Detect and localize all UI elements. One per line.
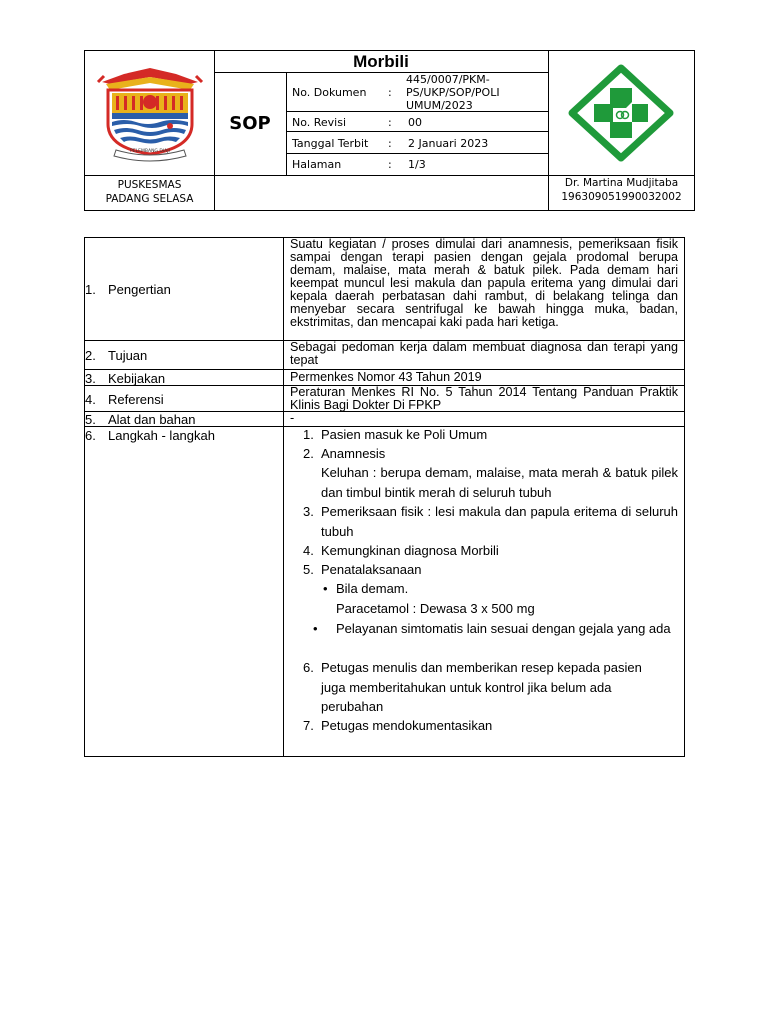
- row-label-referensi: Referensi: [108, 392, 164, 407]
- puskesmas-logo: [566, 64, 676, 162]
- step-3: Pemeriksaan fisik : lesi makula dan papula eritema di seluruh tubuh: [321, 504, 678, 539]
- doc-number-label: No. Dokumen: [292, 86, 367, 99]
- row-label-kebijakan: Kebijakan: [108, 371, 166, 386]
- step-5-bullet-1-detail: Paracetamol : Dewasa 3 x 500 mg: [336, 601, 535, 616]
- row-label-pengertian: Pengertian: [108, 282, 171, 297]
- page-value: 1/3: [408, 158, 426, 171]
- document-title: Morbili: [353, 52, 409, 71]
- revision-colon: :: [388, 116, 392, 129]
- org-name-line2: PADANG SELASA: [105, 193, 194, 205]
- row-content-kebijakan: Permenkes Nomor 43 Tahun 2019: [290, 370, 482, 384]
- step-number: 5.: [303, 562, 314, 577]
- row-label-langkah: Langkah - langkah: [108, 428, 215, 443]
- step-number: 1.: [303, 427, 314, 442]
- row-number: 4.: [85, 392, 96, 407]
- step-number: 3.: [303, 504, 314, 519]
- step-5-bullet-2: Pelayanan simtomatis lain sesuai dengan gejala yang ada: [336, 621, 671, 636]
- row-content-tujuan: Sebagai pedoman kerja dalam membuat diagnosa dan terapi yang tepat: [290, 340, 678, 367]
- page-colon: :: [388, 158, 392, 171]
- city-logo: [94, 62, 206, 162]
- step-number: 2.: [303, 446, 314, 461]
- org-name-line1: PUSKESMAS: [117, 179, 182, 191]
- issued-date-label: Tanggal Terbit: [292, 137, 369, 150]
- step-7: Petugas mendokumentasikan: [321, 718, 493, 733]
- step-2: Anamnesis: [321, 446, 386, 461]
- issued-date-colon: :: [388, 137, 392, 150]
- row-number: 6.: [85, 428, 96, 443]
- row-number: 3.: [85, 371, 96, 386]
- bullet-icon: •: [313, 621, 318, 636]
- step-5: Penatalaksanaan: [321, 562, 422, 577]
- row-number: 1.: [85, 282, 96, 297]
- doc-number-value: 445/0007/PKM-PS/UKP/SOP/POLI UMUM/2023: [406, 73, 500, 112]
- row-content-alat-bahan: -: [290, 411, 295, 425]
- step-2-detail: Keluhan : berupa demam, malaise, mata merah & batuk pilek dan timbul bintik merah di seluruh tubuh: [321, 465, 678, 500]
- row-number: 5.: [85, 412, 96, 427]
- sop-label: SOP: [229, 113, 271, 134]
- row-label-alat-bahan: Alat dan bahan: [108, 412, 196, 427]
- step-number: 4.: [303, 543, 314, 558]
- seal-motto: PELEMBANG DIAJI: [130, 149, 170, 154]
- signer-id: 196309051990032002: [561, 191, 682, 203]
- issued-date-value: 2 Januari 2023: [408, 137, 489, 150]
- step-number: 7.: [303, 718, 314, 733]
- step-1: Pasien masuk ke Poli Umum: [321, 427, 488, 442]
- step-5-bullet-1: Bila demam.: [336, 581, 409, 596]
- page-label: Halaman: [292, 158, 342, 171]
- signer-name: Dr. Martina Mudjitaba: [564, 177, 679, 189]
- step-6: Petugas menulis dan memberikan resep kepada pasien juga memberitahukan untuk kontrol jika belum ada perubahan: [321, 660, 642, 714]
- step-4: Kemungkinan diagnosa Morbili: [321, 543, 499, 558]
- doc-number-colon: :: [388, 86, 392, 99]
- row-label-tujuan: Tujuan: [108, 348, 148, 363]
- bullet-icon: •: [323, 581, 328, 596]
- row-number: 2.: [85, 348, 96, 363]
- row-content-referensi: Peraturan Menkes RI No. 5 Tahun 2014 Tentang Panduan Praktik Klinis Bagi Dokter Di FPKP: [290, 385, 678, 412]
- row-content-pengertian: Suatu kegiatan / proses dimulai dari anamnesis, pemeriksaan fisik sampai dengan terapi pasien dengan gejala prodomal berupa demam, malaise, mata merah & batuk pilek. Pada demam hari keempat muncul lesi makula dan papula eritema yang dimulai dari kepala daerah perbatasan dahi rambut, di belakang telinga dan menyebar secara sentrifugal ke bawah hingga muka, badan, ekstrimitas, dan mencapai kaki pada hari ketiga.: [290, 237, 678, 329]
- step-number: 6.: [303, 660, 314, 675]
- revision-label: No. Revisi: [292, 116, 347, 129]
- revision-value: 00: [408, 116, 422, 129]
